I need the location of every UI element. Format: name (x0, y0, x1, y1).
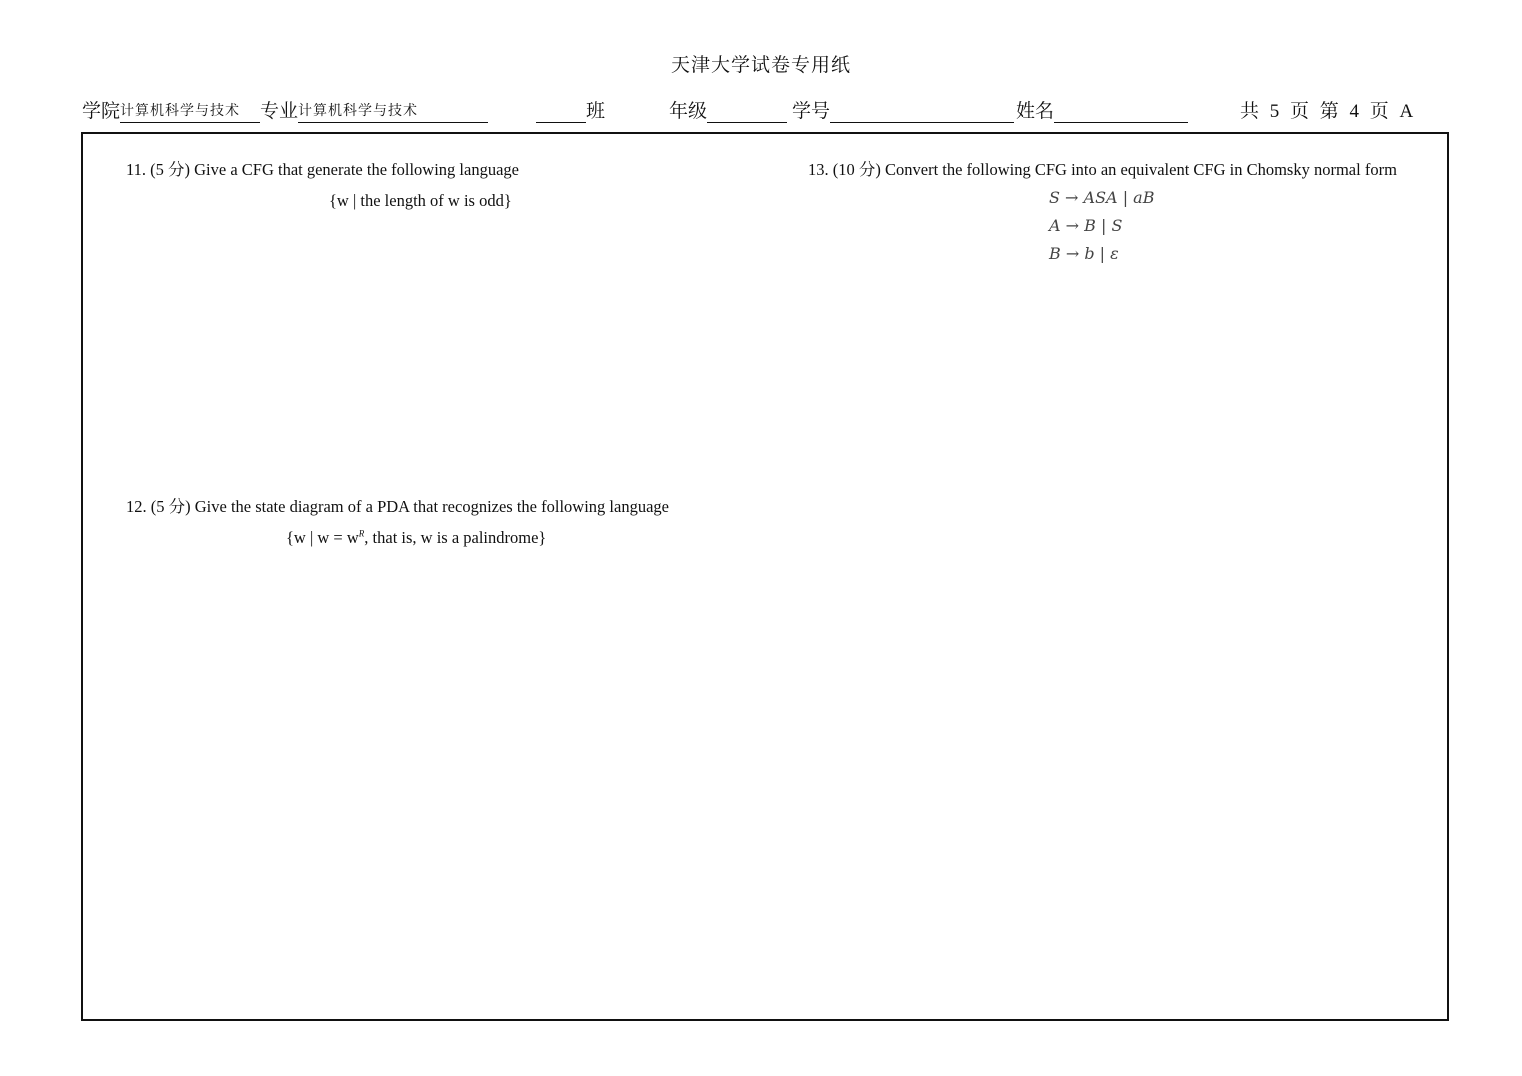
name-blank[interactable] (1054, 100, 1188, 123)
question-13-grammar (1049, 184, 1154, 268)
grammar-rule: B → b | ε (1049, 244, 1119, 263)
grade-blank[interactable] (707, 100, 787, 123)
major-value[interactable]: 计算机科学与技术 (298, 100, 488, 123)
major-label: 专业 (260, 100, 299, 122)
college-field (82, 96, 488, 123)
exam-header (82, 96, 1448, 122)
class-label: 班 (586, 100, 606, 122)
question-13: 13. (10 分) Convert the following CFG into an equivalent CFG in Chomsky normal form (808, 160, 1397, 179)
class-field (536, 96, 605, 123)
student-id-blank[interactable] (830, 100, 1014, 123)
name-label: 姓名 (1016, 100, 1055, 122)
grade-label: 年级 (669, 100, 708, 122)
question-12-language (286, 528, 546, 548)
question-12: 12. (5 分) Give the state diagram of a PDA that recognizes the following language (126, 497, 669, 516)
class-blank[interactable] (536, 100, 586, 123)
college-label: 学院 (82, 100, 121, 122)
question-11: 11. (5 分) Give a CFG that generate the following language (126, 160, 519, 179)
page-info: 共 5 页 第 4 页 A (1240, 101, 1417, 122)
grammar-rule: A → B | S (1049, 216, 1123, 235)
question-12-language-sup: R (358, 528, 365, 539)
answer-area (81, 132, 1449, 1021)
question-12-language-prefix: {w | w = w (286, 528, 359, 547)
question-11-language: {w | the length of w is odd} (329, 191, 512, 210)
question-12-language-suffix: , that is, w is a palindrome} (364, 528, 547, 547)
grade-field (669, 96, 787, 123)
name-field (1016, 96, 1188, 123)
student-id-label: 学号 (792, 100, 831, 122)
student-id-field (792, 96, 1014, 123)
college-value[interactable]: 计算机科学与技术 (120, 100, 260, 123)
grammar-rule: S → ASA | aB (1049, 188, 1155, 207)
paper-title: 天津大学试卷专用纸 (670, 55, 851, 76)
